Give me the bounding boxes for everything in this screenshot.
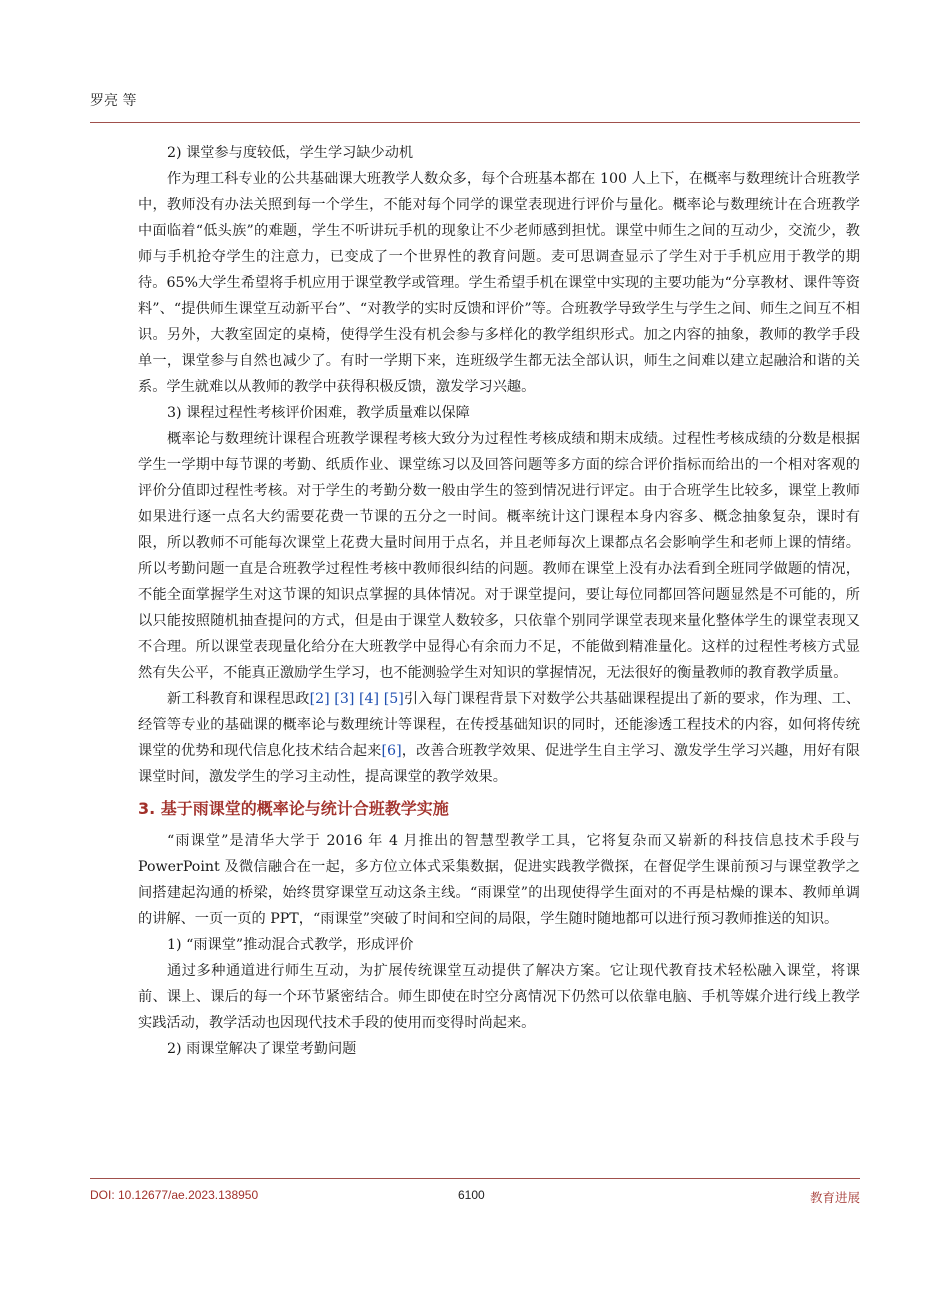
footer-page-number: 6100 — [458, 1188, 485, 1202]
subsection-title-2: 2) 课堂参与度较低，学生学习缺少动机 — [167, 145, 414, 161]
running-head-authors: 罗亮 等 — [90, 93, 137, 109]
subsection-title-3: 3) 课程过程性考核评价困难，教学质量难以保障 — [167, 405, 470, 421]
citation-link-6[interactable]: [6] — [381, 743, 402, 759]
citation-link-5[interactable]: [5] — [383, 691, 404, 707]
paragraph-rain-classroom: “雨课堂”是清华大学于 2016 年 4 月推出的智慧型教学工具，它将复杂而又崭新的科技信息技术手段与 PowerPoint 及微信融合在一起，多方位立体式采集数据，促进实践教学微探，在督促学生课前预习与课堂教学之间搭建起沟通的桥梁，始终贯穿课堂互动这条主线。“雨课堂”的出现使得学生面对的不再是枯燥的课本、教师单调的讲解、一页一页的 PPT，“雨课堂”突破了时间和空间的局限，学生随时随地都可以进行预习教师推送的知识。 — [138, 833, 860, 927]
text-segment: ，改善合班教学效果、促进学生自主学习、激发学生学习兴趣，用好有限课堂时间，激发学生的学习主动性，提高课堂的教学效果。 — [138, 743, 860, 785]
text-segment: 新工科教育和课程思政 — [167, 691, 310, 707]
footer-doi[interactable]: DOI: 10.12677/ae.2023.138950 — [90, 1188, 259, 1202]
section-title-3: 3. 基于雨课堂的概率论与统计合班教学实施 — [138, 799, 449, 818]
footer-rule — [90, 1178, 860, 1179]
article-body — [138, 140, 860, 1062]
header-rule — [90, 122, 860, 123]
paragraph-blended-teaching: 通过多种通道进行师生互动，为扩展传统课堂互动提供了解决方案。它让现代教育技术轻松融入课堂，将课前、课上、课后的每一个环节紧密结合。师生即使在时空分离情况下仍然可以依靠电脑、手机等媒介进行线上教学实践活动，教学活动也因现代技术手段的使用而变得时尚起来。 — [138, 963, 860, 1031]
paragraph-participation: 作为理工科专业的公共基础课大班教学人数众多，每个合班基本都在 100 人上下，在概率与数理统计合班教学中，教师没有办法关照到每一个学生，不能对每个同学的课堂表现进行评价与量化。概率论与数理统计在合班教学中面临着“低头族”的难题，学生不听讲玩手机的现象让不少老师感到担忧。课堂中师生之间的互动少，交流少，教师与手机抢夺学生的注意力，已变成了一个世界性的教育问题。麦可思调查显示了学生对于手机应用于教学的期待。65%大学生希望将手机应用于课堂教学或管理。学生希望手机在课堂中实现的主要功能为“分享教材、课件等资料”、“提供师生课堂互动新平台”、“对教学的实时反馈和评价”等。合班教学导致学生与学生之间、师生之间互不相识。另外，大教室固定的桌椅，使得学生没有机会参与多样化的教学组织形式。加之内容的抽象，教师的教学手段单一，课堂参与自然也减少了。有时一学期下来，连班级学生都无法全部认识，师生之间难以建立起融洽和谐的关系。学生就难以从教师的教学中获得积极反馈，激发学习兴趣。 — [138, 171, 860, 395]
paragraph-new-engineering — [138, 686, 860, 790]
citation-link-4[interactable]: [4] — [358, 691, 380, 707]
citation-link-2[interactable]: [2] — [309, 691, 330, 707]
subsection-title-3-2: 2) 雨课堂解决了课堂考勤问题 — [167, 1041, 357, 1057]
citation-link-3[interactable]: [3] — [334, 691, 355, 707]
footer-journal-name: 教育进展 — [809, 1190, 860, 1205]
text-segment: 引入每门课程背景下对数学公共基础课程提出了新的要求，作为理、工、经管等专业的基础课的概率论与数理统计等课程，在传授基础知识的同时，还能渗透工程技术的内容，如何将传统课堂的优势和现代信息化技术结合起来 — [138, 691, 861, 759]
paragraph-assessment: 概率论与数理统计课程合班教学课程考核大致分为过程性考核成绩和期末成绩。过程性考核成绩的分数是根据学生一学期中每节课的考勤、纸质作业、课堂练习以及回答问题等多方面的综合评价指标而给出的一个相对客观的评价分值即过程性考核。对于学生的考勤分数一般由学生的签到情况进行评定。由于合班学生比较多，课堂上教师如果进行逐一点名大约需要花费一节课的五分之一时间。概率统计这门课程本身内容多、概念抽象复杂，课时有限，所以教师不可能每次课堂上花费大量时间用于点名，并且老师每次上课都点名会影响学生和老师上课的情绪。所以考勤问题一直是合班教学过程性考核中教师很纠结的问题。教师在课堂上没有办法看到全班同学做题的情况，不能全面掌握学生对这节课的知识点掌握的具体情况。对于课堂提问，要让每位同都回答问题显然是不可能的，所以只能按照随机抽查提问的方式，但是由于课堂人数较多，只依靠个别同学课堂表现来量化整体学生的课堂表现又不合理。所以课堂表现量化给分在大班教学中显得心有余而力不足，不能做到精准量化。这样的过程性考核方式显然有失公平，不能真正激励学生学习，也不能测验学生对知识的掌握情况，无法很好的衡量教师的教育教学质量。 — [138, 431, 860, 681]
subsection-title-3-1: 1) “雨课堂”推动混合式教学，形成评价 — [167, 937, 414, 953]
